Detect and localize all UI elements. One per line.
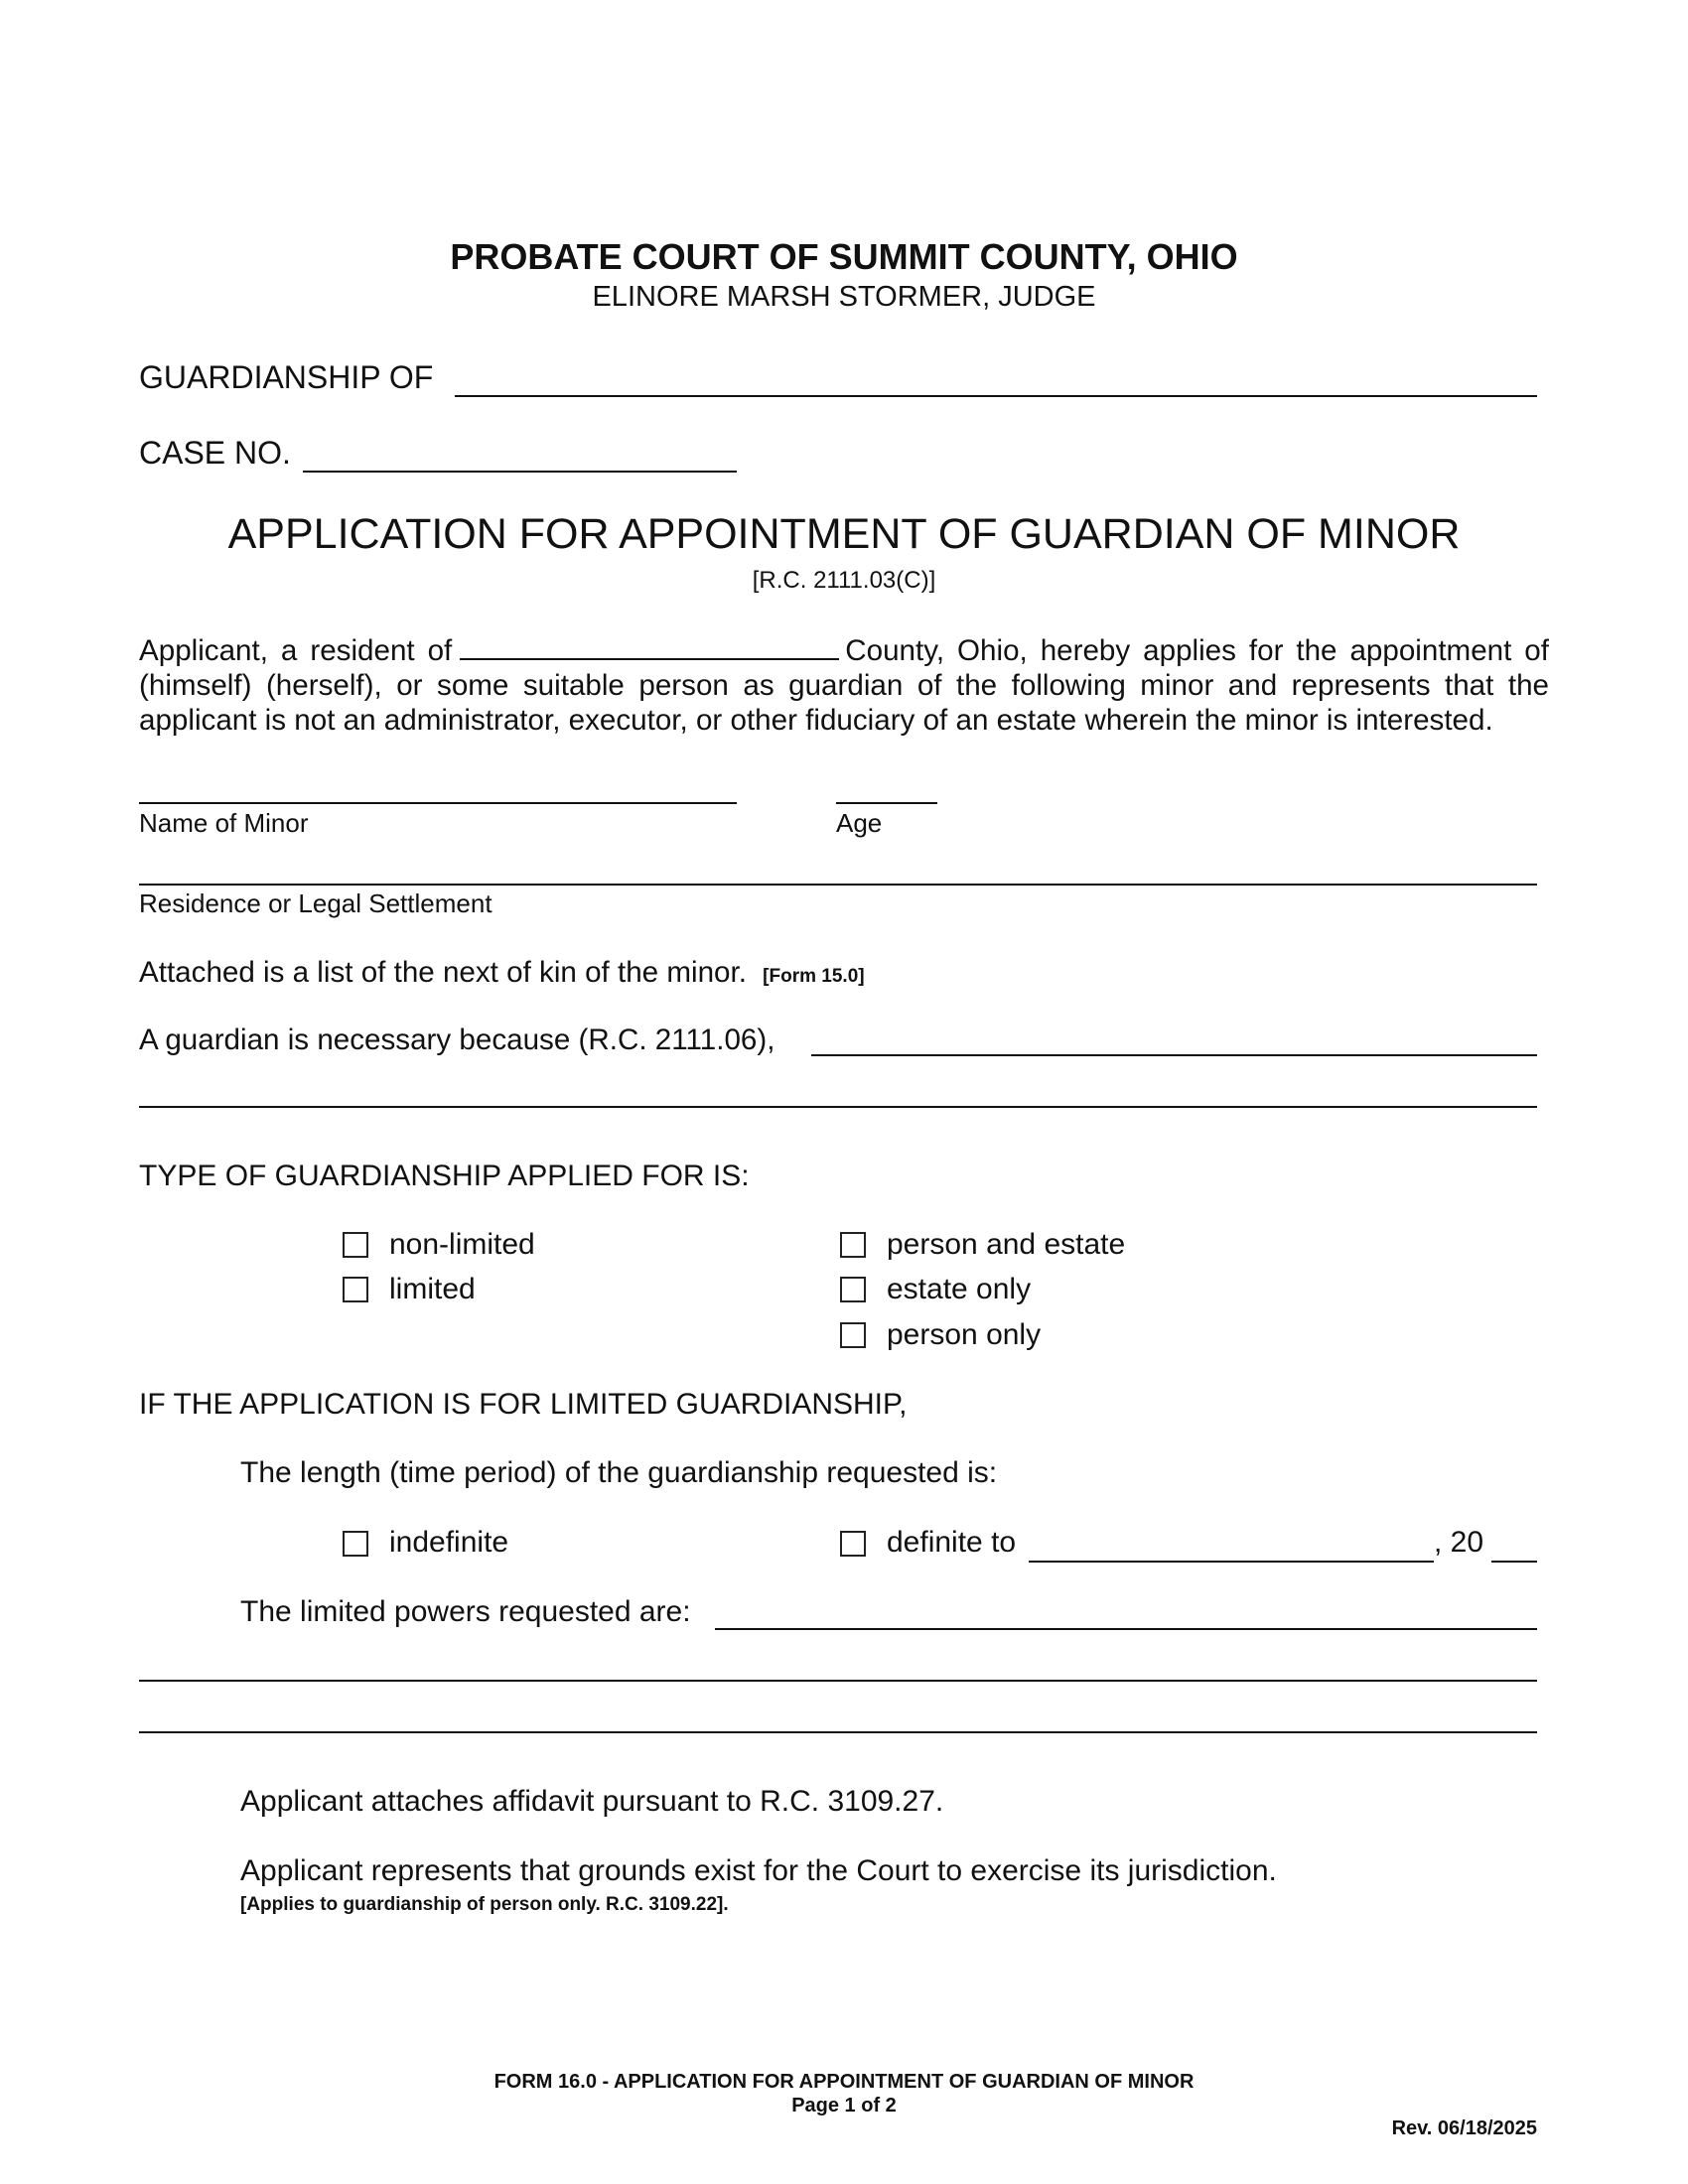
minor-name-input[interactable] bbox=[141, 764, 741, 800]
definite-checkbox[interactable] bbox=[840, 1531, 866, 1557]
form-15-reference: [Form 15.0] bbox=[763, 966, 865, 987]
minor-name-label: Name of Minor bbox=[139, 808, 309, 838]
form-title: APPLICATION FOR APPOINTMENT OF GUARDIAN OF MINOR bbox=[227, 510, 1461, 558]
powers-underline-3 bbox=[139, 1731, 1537, 1733]
footer-revision: Rev. 06/18/2025 bbox=[1391, 2117, 1537, 2139]
year-prefix: , 20 bbox=[1434, 1526, 1484, 1559]
footer-page-number: Page 1 of 2 bbox=[791, 2095, 897, 2116]
estate-only-label: estate only bbox=[887, 1273, 1032, 1305]
definite-date-underline bbox=[1029, 1561, 1434, 1563]
estate-only-checkbox[interactable] bbox=[840, 1277, 866, 1302]
age-input[interactable] bbox=[838, 764, 941, 800]
case-no-underline bbox=[303, 471, 737, 473]
necessity-underline-2 bbox=[139, 1106, 1537, 1108]
powers-label: The limited powers requested are: bbox=[240, 1595, 691, 1628]
residence-label: Residence or Legal Settlement bbox=[139, 888, 492, 918]
necessity-underline-1 bbox=[811, 1054, 1537, 1056]
guardianship-of-input[interactable] bbox=[459, 355, 1539, 393]
limited-checkbox[interactable] bbox=[343, 1277, 368, 1302]
definite-label: definite to bbox=[887, 1526, 1017, 1559]
person-only-checkbox[interactable] bbox=[840, 1322, 866, 1348]
intro-text-start: Applicant, a resident of bbox=[139, 634, 453, 667]
next-of-kin-text: Attached is a list of the next of kin of the minor. bbox=[139, 956, 747, 989]
jurisdiction-statement: Applicant represents that grounds exist for the Court to exercise its jurisdiction. bbox=[240, 1854, 1277, 1887]
age-underline bbox=[836, 802, 937, 804]
county-input[interactable] bbox=[460, 627, 841, 663]
judge-name: ELINORE MARSH STORMER, JUDGE bbox=[592, 281, 1096, 313]
case-no-label: CASE NO. bbox=[139, 435, 291, 471]
necessity-label: A guardian is necessary because (R.C. 2111.06), bbox=[139, 1024, 775, 1056]
year-underline bbox=[1491, 1561, 1537, 1563]
case-no-input[interactable] bbox=[306, 431, 741, 469]
residence-input[interactable] bbox=[141, 846, 1539, 882]
powers-underline-1 bbox=[715, 1628, 1537, 1630]
guardianship-of-label: GUARDIANSHIP OF bbox=[139, 359, 434, 395]
next-of-kin-statement bbox=[139, 956, 865, 990]
statute-reference: [R.C. 2111.03(C)] bbox=[752, 567, 936, 594]
necessity-input-2[interactable] bbox=[141, 1068, 1539, 1104]
limited-label: limited bbox=[389, 1273, 476, 1305]
definite-date-input[interactable] bbox=[1031, 1523, 1438, 1559]
non-limited-checkbox[interactable] bbox=[343, 1232, 368, 1258]
footer-form-title: FORM 16.0 - APPLICATION FOR APPOINTMENT OF GUARDIAN OF MINOR bbox=[493, 2071, 1195, 2093]
indefinite-checkbox[interactable] bbox=[343, 1531, 368, 1557]
person-and-estate-checkbox[interactable] bbox=[840, 1232, 866, 1258]
year-input[interactable] bbox=[1491, 1523, 1545, 1559]
person-only-label: person only bbox=[887, 1318, 1042, 1351]
type-heading: TYPE OF GUARDIANSHIP APPLIED FOR IS: bbox=[139, 1160, 750, 1192]
affidavit-statement: Applicant attaches affidavit pursuant to R.C. 3109.27. bbox=[240, 1785, 944, 1818]
intro-text-rest: County, Ohio, hereby applies for the appointment of (himself) (herself), or some suitable person as guardian of the following minor and represents that the applicant is not an administrator, executor, or other fiduciary of an estate wherein the minor is interested. bbox=[139, 634, 1549, 737]
powers-input-2[interactable] bbox=[141, 1642, 1539, 1678]
limited-heading: IF THE APPLICATION IS FOR LIMITED GUARDIANSHIP, bbox=[139, 1388, 908, 1421]
powers-underline-2 bbox=[139, 1680, 1537, 1682]
guardianship-of-underline bbox=[455, 395, 1537, 397]
necessity-input-1[interactable] bbox=[814, 1017, 1541, 1052]
length-label: The length (time period) of the guardianship requested is: bbox=[240, 1456, 998, 1489]
court-name: PROBATE COURT OF SUMMIT COUNTY, OHIO bbox=[450, 236, 1238, 277]
residence-underline bbox=[139, 884, 1537, 886]
age-label: Age bbox=[836, 808, 883, 838]
intro-paragraph bbox=[139, 633, 1549, 738]
non-limited-label: non-limited bbox=[389, 1228, 535, 1261]
indefinite-label: indefinite bbox=[389, 1526, 509, 1559]
powers-input-1[interactable] bbox=[717, 1590, 1541, 1626]
minor-name-underline bbox=[139, 802, 737, 804]
powers-input-3[interactable] bbox=[141, 1694, 1539, 1729]
person-and-estate-label: person and estate bbox=[887, 1228, 1126, 1261]
jurisdiction-note: [Applies to guardianship of person only. R.C. 3109.22]. bbox=[240, 1894, 729, 1915]
